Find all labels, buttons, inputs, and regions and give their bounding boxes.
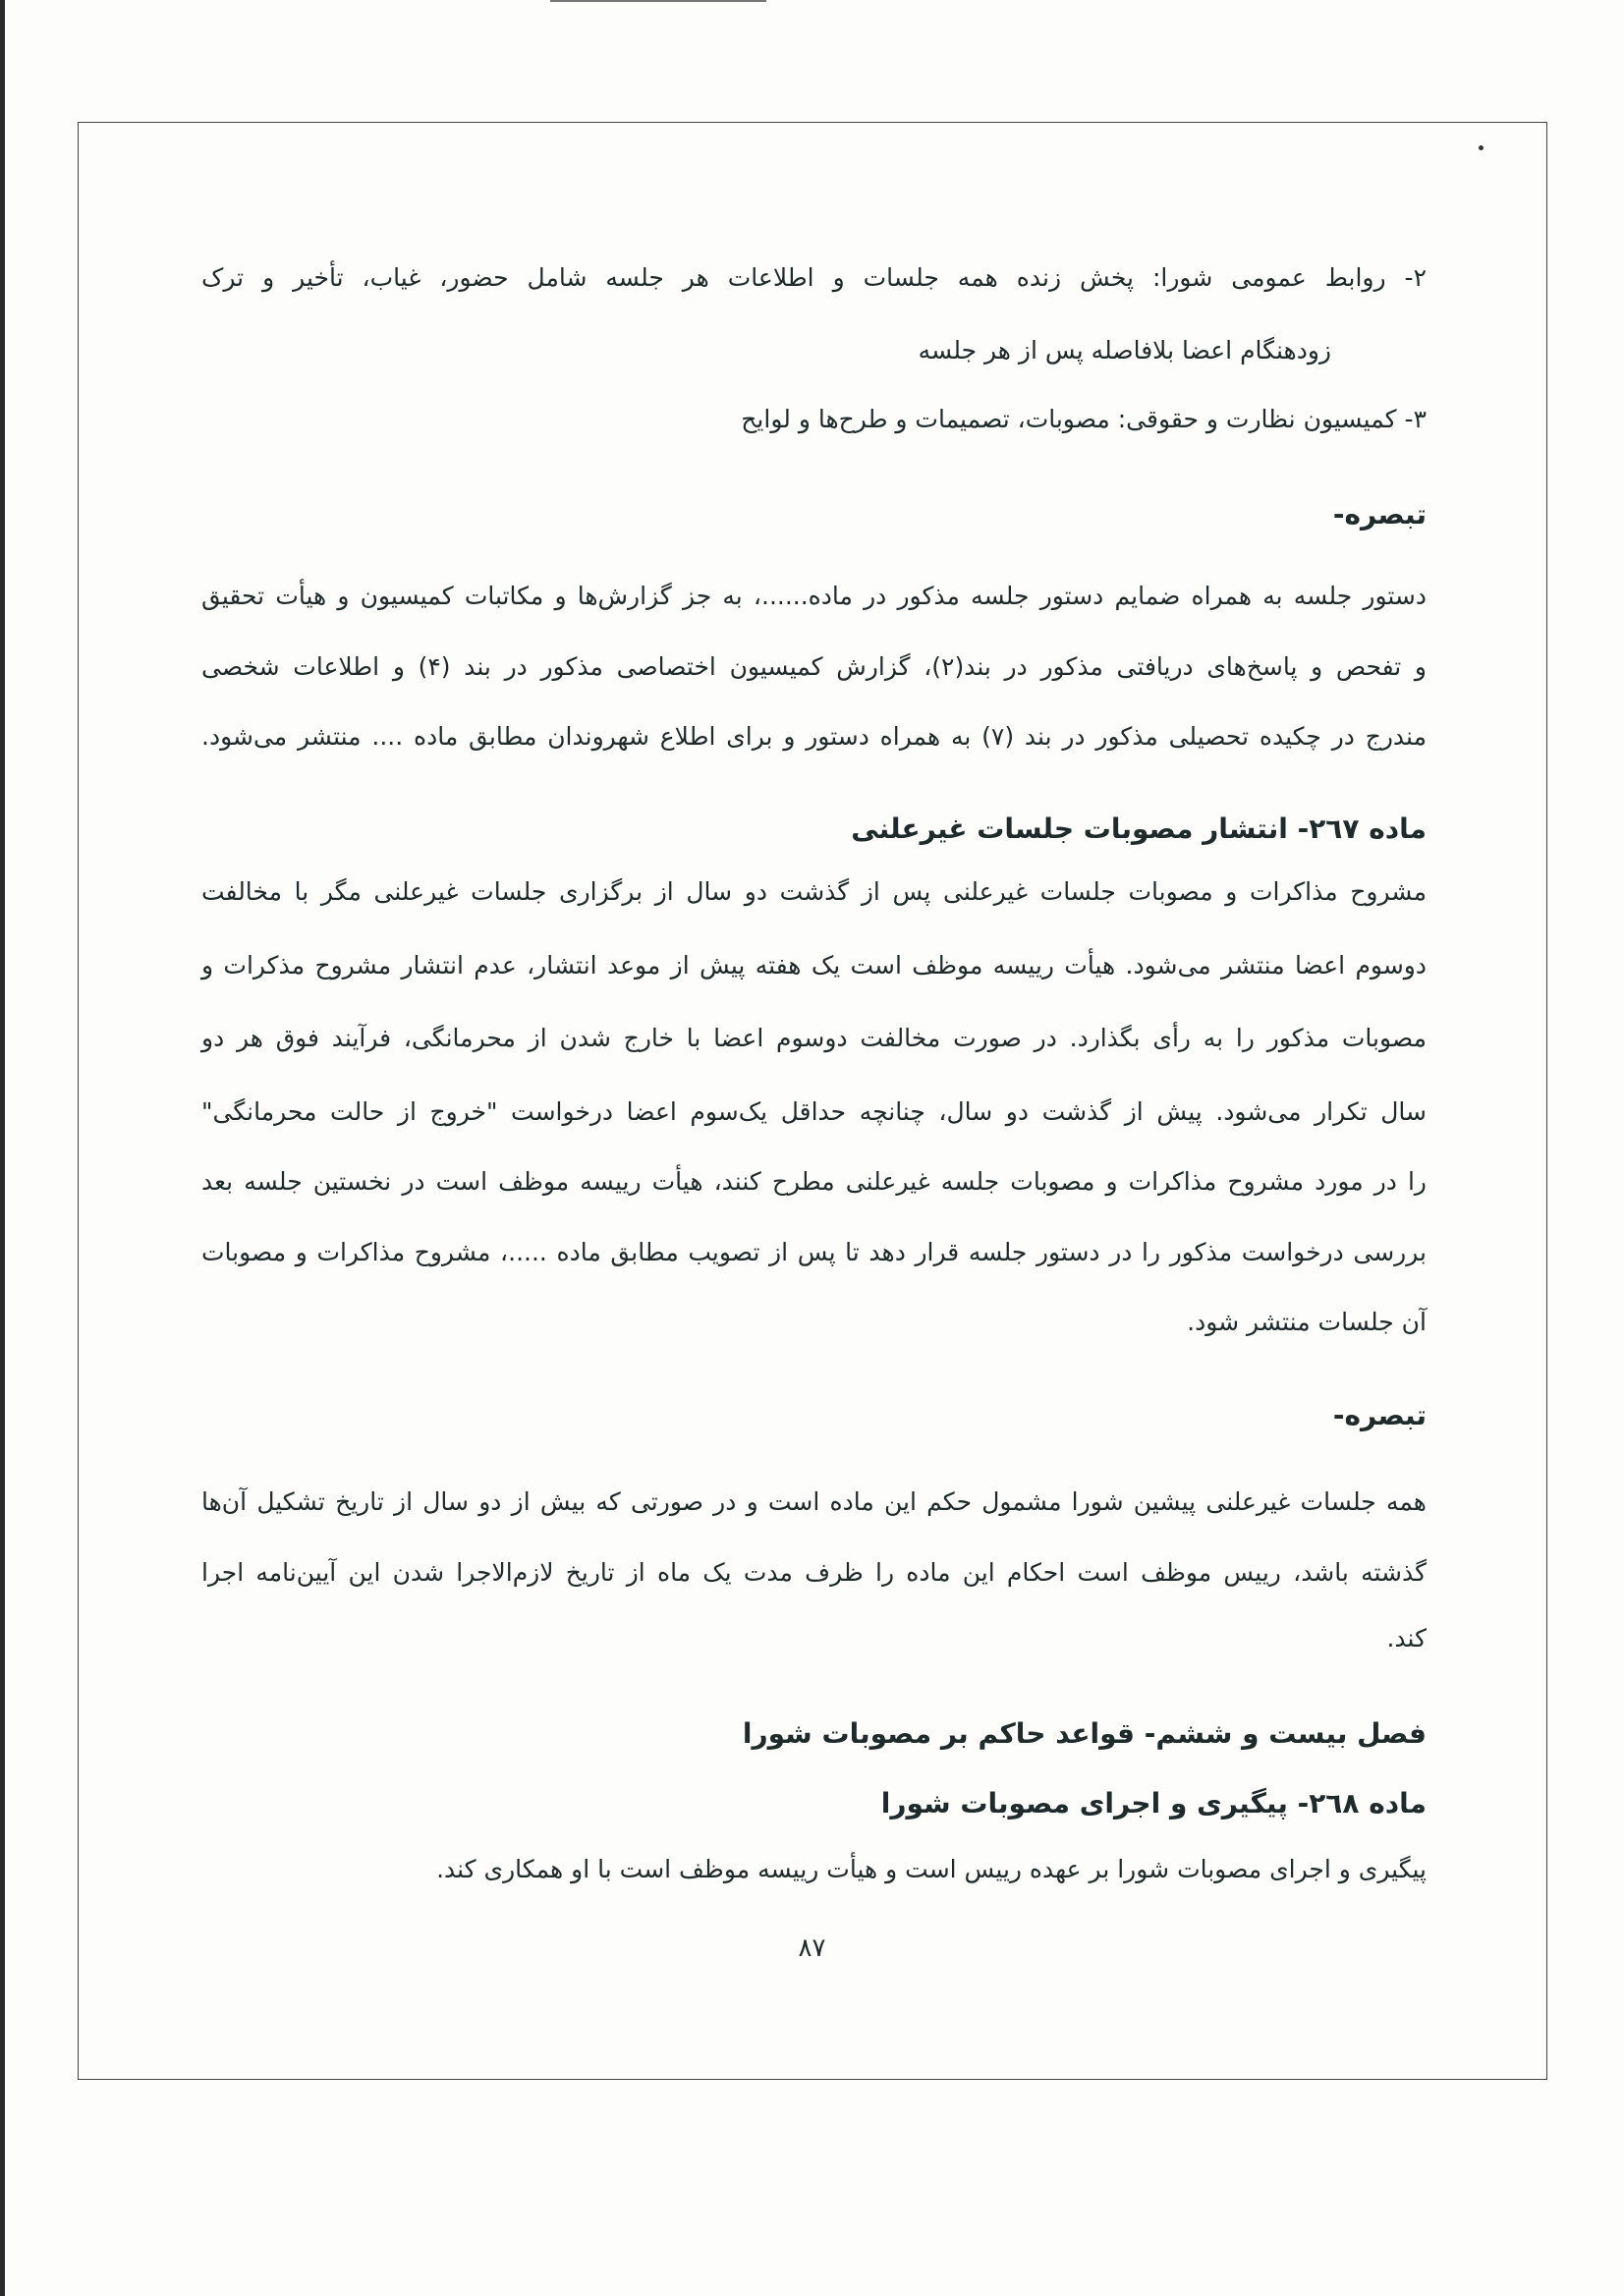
note-title: تبصره- xyxy=(1332,498,1427,531)
paragraph-line: پیگیری و اجرای مصوبات شورا بر عهده رییس است و هیأت رییسه موظف است با او همکاری کند. xyxy=(436,1855,1427,1883)
paragraph-line: و تفحص و پاسخ‌های دریافتی مذکور در بند(۲)، گزارش کمیسیون اختصاصی مذکور در بند (۴) و اطلاعات شخصی xyxy=(201,652,1427,681)
paragraph-line: بررسی درخواست مذکور را در دستور جلسه قرار دهد تا پس از تصویب مطابق ماده .....، مشروح مذاکرات و مصوبات xyxy=(201,1238,1427,1266)
paragraph-line: را در مورد مشروح مذاکرات و مصوبات جلسه غیرعلنی مطرح کنند، هیأت رییسه موظف است در نخستین جلسه بعد xyxy=(201,1167,1427,1196)
paragraph-line: گذشته باشد، رییس موظف است احکام این ماده را ظرف مدت یک ماه از تاریخ لازم‌الاجرا شدن این آیین‌نامه اجرا xyxy=(201,1558,1427,1587)
list-item-2-continued: زودهنگام اعضا بلافاصله پس از هر جلسه xyxy=(918,336,1331,364)
paragraph-line: کند. xyxy=(1386,1624,1427,1652)
page-number: ۸۷ xyxy=(798,1933,826,1963)
paragraph-line: همه جلسات غیرعلنی پیشین شورا مشمول حکم این ماده است و در صورتی که بیش از دو سال از تاریخ تشکیل آن‌ها xyxy=(201,1487,1427,1516)
note-title: تبصره- xyxy=(1332,1399,1427,1431)
paragraph-line: مندرج در چکیده تحصیلی مذکور در بند (۷) به همراه دستور و برای اطلاع شهروندان مطابق ماده .... منتشر می‌شود. xyxy=(201,722,1427,751)
paragraph-line: دوسوم اعضا منتشر می‌شود. هیأت رییسه موظف است یک هفته پیش از موعد انتشار، عدم انتشار مشروح مذکرات و xyxy=(201,951,1427,980)
paragraph-line: دستور جلسه به همراه ضمایم دستور جلسه مذکور در ماده......، به جز گزارش‌ها و مکاتبات کمیسیون و هیأت تحقیق xyxy=(201,582,1427,610)
article-268-title: ماده ۲٦۸- پیگیری و اجرای مصوبات شورا xyxy=(880,1787,1427,1820)
paragraph-line: مصوبات مذکور را به رأی بگذارد. در صورت مخالفت دوسوم اعضا با خارج شدن از محرمانگی، فرآیند فوق هر دو xyxy=(201,1024,1427,1052)
scan-mark xyxy=(550,0,766,2)
article-267-title: ماده ۲٦۷- انتشار مصوبات جلسات غیرعلنی xyxy=(851,812,1427,845)
paragraph-line: سال تکرار می‌شود. پیش از گذشت دو سال، چنانچه حداقل یک‌سوم اعضا درخواست "خروج از حالت محرمانگی" xyxy=(201,1097,1427,1126)
paragraph-line: آن جلسات منتشر شود. xyxy=(1187,1308,1427,1336)
chapter-26-title: فصل بیست و ششم- قواعد حاکم بر مصوبات شورا xyxy=(742,1717,1427,1750)
paragraph-line: مشروح مذاکرات و مصوبات جلسات غیرعلنی پس از گذشت دو سال از برگزاری جلسات غیرعلنی مگر با مخالفت xyxy=(201,877,1427,906)
list-item-3: ۳- کمیسیون نظارت و حقوقی: مصوبات، تصمیمات و طرح‌ها و لوایح xyxy=(741,405,1427,433)
list-item-2: ۲- روابط عمومی شورا: پخش زنده همه جلسات و اطلاعات هر جلسه شامل حضور، غیاب، تأخیر و ترک xyxy=(201,263,1427,292)
